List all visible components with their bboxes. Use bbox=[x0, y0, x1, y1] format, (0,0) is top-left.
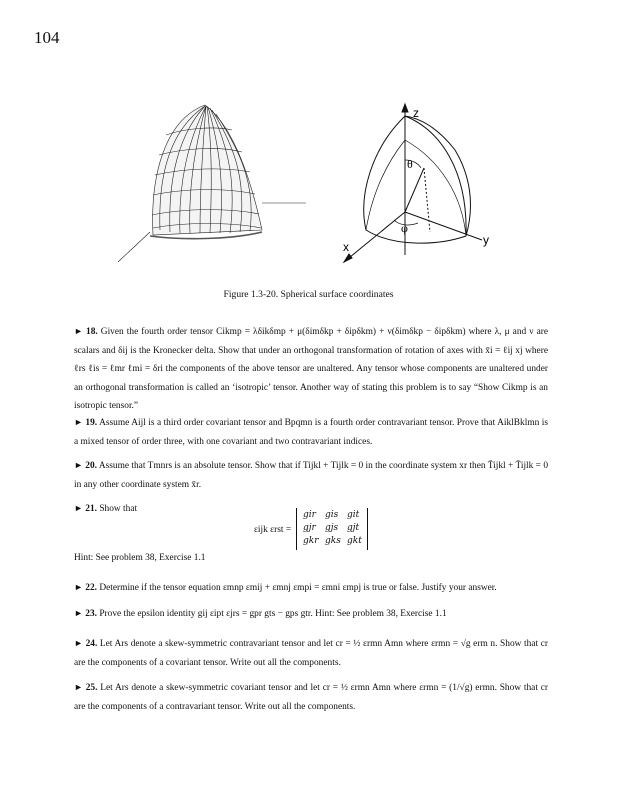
hint-problem-21: Hint: See problem 38, Exercise 1.1 bbox=[74, 553, 206, 563]
axis-label-x: x bbox=[343, 240, 349, 254]
problem-text: Let Ars denote a skew-symmetric contravariant tensor and let cr = ½ εrmn Amn where εrmn = √g erm n. Show that cr are the components of a covariant tensor. Write out all the components. bbox=[74, 639, 549, 668]
problem-arrow-icon: ► bbox=[74, 682, 83, 692]
problem-text: Prove the epsilon identity gij εipt εjrs = gpr gts − gps gtr. Hint: See problem 38, Exercise 1.1 bbox=[99, 609, 447, 619]
problem-number: 21. bbox=[85, 504, 97, 514]
problem-arrow-icon: ► bbox=[74, 460, 83, 470]
problem-text: Let Ars denote a skew-symmetric covariant tensor and let cr = ½ εrmn Amn where εrmn = (1/√g) ermn. Show that cr are the components of a contravariant tensor. Write out all the components. bbox=[74, 683, 548, 712]
det-cell: git bbox=[347, 510, 360, 520]
problem-number: 22. bbox=[85, 583, 97, 593]
problem-22 bbox=[74, 578, 548, 598]
axis-label-y: y bbox=[483, 233, 489, 247]
problem-arrow-icon: ► bbox=[74, 608, 83, 618]
det-cell: gis bbox=[325, 510, 339, 520]
problem-arrow-icon: ► bbox=[74, 417, 83, 427]
problem-arrow-icon: ► bbox=[74, 503, 83, 513]
problem-23 bbox=[74, 604, 548, 624]
problem-18 bbox=[74, 322, 548, 416]
problem-text: Given the fourth order tensor Cikmp = λδikδmp + μ(δimδkp + δipδkm) + ν(δimδkp − δipδkm) where λ, μ and ν are scalars and δij is the Kronecker delta. Show that under an orthogonal transformation of rotation of axes with x̄i = ℓij xj where ℓrs ℓis = ℓmr ℓmi = δri the components of the above tensor are unaltered. Any tensor whose components are unaltered under an orthogonal transformation is called an ‘isotropic’ tensor. Another way of stating this problem is to say “Show Cikmp is an isotropic tensor.” bbox=[74, 327, 549, 411]
problem-number: 20. bbox=[85, 461, 97, 471]
problem-text: Assume that Tmnrs is an absolute tensor. Show that if Tijkl + Tijlk = 0 in the coordinate system xr then T̄ijkl + T̄ijlk = 0 in any other coordinate system x̄r. bbox=[74, 461, 549, 490]
angle-label-phi: φ bbox=[401, 221, 408, 235]
problem-number: 19. bbox=[85, 418, 98, 428]
problem-arrow-icon: ► bbox=[74, 326, 83, 336]
determinant-matrix bbox=[296, 508, 368, 550]
mesh-surface-drawing bbox=[118, 105, 306, 262]
angle-label-theta: θ bbox=[407, 157, 413, 171]
figure-spherical-coordinates bbox=[0, 0, 617, 290]
problem-24 bbox=[74, 634, 548, 672]
problem-20 bbox=[74, 456, 548, 494]
problem-19 bbox=[74, 413, 548, 451]
problem-number: 18. bbox=[86, 327, 98, 337]
figure-caption: Figure 1.3-20. Spherical surface coordinates bbox=[223, 289, 394, 300]
problem-arrow-icon: ► bbox=[74, 582, 83, 592]
problem-text: Determine if the tensor equation εmnp εmij + εmnj εmpi = εmni εmpj is true or false. Justify your answer. bbox=[99, 583, 497, 593]
det-cell: gkt bbox=[347, 536, 362, 546]
det-cell: gjr bbox=[303, 523, 316, 533]
problem-text: Assume Aijl is a third order covariant tensor and Bpqmn is a fourth order contravariant tensor. Prove that AiklBklmn is a mixed tensor of order three, with one covariant and two contravariant indices. bbox=[74, 418, 549, 447]
problem-number: 25. bbox=[85, 683, 98, 693]
problem-25 bbox=[74, 678, 548, 716]
octant-drawing bbox=[344, 104, 482, 262]
det-cell: gkr bbox=[303, 536, 319, 546]
determinant-lhs: εijk εrst = bbox=[254, 525, 292, 535]
det-cell: gjt bbox=[347, 523, 360, 533]
axis-label-z: z bbox=[413, 106, 419, 120]
problem-number: 23. bbox=[85, 609, 97, 619]
det-cell: gjs bbox=[325, 523, 339, 533]
problem-number: 24. bbox=[85, 639, 98, 649]
problem-text: Show that bbox=[99, 504, 138, 514]
problem-arrow-icon: ► bbox=[74, 638, 83, 648]
page-number: 104 bbox=[34, 28, 60, 47]
det-cell: gks bbox=[325, 536, 341, 546]
det-cell: gir bbox=[303, 510, 316, 520]
